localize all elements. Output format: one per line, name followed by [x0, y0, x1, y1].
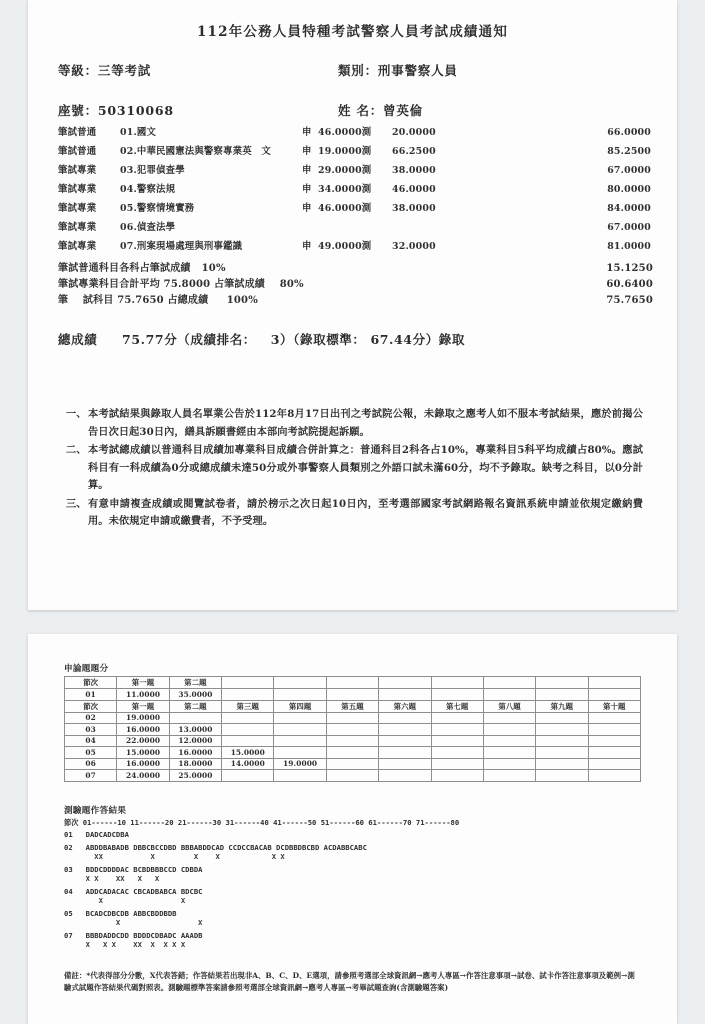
summary-value: 60.6400	[606, 279, 653, 290]
essay-row-cell	[483, 770, 535, 782]
essay-header-short-cell: 第二題	[169, 677, 221, 689]
subject-total: 85.2500	[607, 146, 651, 157]
note-number: 三、	[66, 497, 87, 510]
subject-name: 03.犯罪偵查學	[120, 165, 185, 176]
seat-number-label: 座號：50310068	[58, 103, 174, 118]
essay-row-cell	[431, 758, 483, 770]
notes-section	[28, 406, 677, 531]
essay-row-cell: 02	[65, 712, 117, 724]
essay-row-cell: 11.0000	[117, 689, 169, 701]
essay-header-short-cell	[588, 677, 640, 689]
essay-header-full-cell: 第一題	[117, 700, 169, 712]
subject-row	[58, 164, 653, 183]
essay-row-cell	[274, 747, 326, 759]
essay-header-short-cell	[536, 677, 588, 689]
essay-row-cell	[274, 712, 326, 724]
page-two-sheet	[28, 634, 677, 1024]
essay-row-cell: 16.0000	[117, 758, 169, 770]
subject-name: 05.警察情境實務	[120, 203, 195, 214]
essay-row-cell	[483, 712, 535, 724]
essay-header-short-cell: 第一題	[117, 677, 169, 689]
essay-header-full-cell: 第六題	[379, 700, 431, 712]
essay-row-cell	[326, 735, 378, 747]
essay-row-cell	[588, 770, 640, 782]
subject-score2: 32.0000	[392, 241, 436, 252]
subject-marker: 申	[302, 146, 312, 157]
subject-score1: 19.0000測	[318, 146, 372, 157]
subject-row	[58, 145, 653, 164]
essay-row-cell	[536, 689, 588, 701]
subject-total: 67.0000	[607, 165, 651, 176]
subject-marker: 申	[302, 203, 312, 214]
subject-total: 81.0000	[607, 241, 651, 252]
essay-row-cell: 15.0000	[222, 747, 274, 759]
essay-row-cell	[379, 735, 431, 747]
essay-score-table	[64, 676, 641, 782]
subject-category: 筆試專業	[58, 203, 97, 214]
subject-row	[58, 183, 653, 202]
essay-row-cell: 24.0000	[117, 770, 169, 782]
essay-header-short-cell	[431, 677, 483, 689]
essay-row-cell	[588, 758, 640, 770]
essay-row-cell: 14.0000	[222, 758, 274, 770]
essay-row-cell	[274, 770, 326, 782]
essay-row-cell: 07	[65, 770, 117, 782]
essay-row-cell	[379, 689, 431, 701]
essay-header-full-cell: 節次	[65, 700, 117, 712]
summary-row	[58, 277, 653, 293]
subject-category: 筆試普通	[58, 127, 97, 138]
subject-name: 07.刑案現場處理與刑事鑑識	[120, 241, 243, 252]
essay-header-full-cell: 第四題	[274, 700, 326, 712]
essay-row-cell: 16.0000	[117, 724, 169, 736]
mc-answer-line: 07 BBBDADDCDD BDDDCDBADC AAADB	[64, 930, 203, 940]
essay-row-cell	[588, 689, 640, 701]
subject-category: 筆試普通	[58, 146, 97, 157]
essay-row-cell	[588, 724, 640, 736]
mc-answer-group	[64, 931, 641, 950]
subject-score2: 46.0000	[392, 184, 436, 195]
subject-marker: 申	[302, 184, 312, 195]
essay-row-cell	[431, 724, 483, 736]
essay-row-cell	[536, 758, 588, 770]
summary-score-list	[28, 261, 677, 309]
essay-row-cell	[379, 712, 431, 724]
summary-value: 75.7650	[606, 295, 653, 306]
subject-total: 80.0000	[607, 184, 651, 195]
essay-row-cell	[274, 735, 326, 747]
essay-row-cell	[483, 724, 535, 736]
note-item	[66, 442, 643, 495]
subject-category: 筆試專業	[58, 165, 97, 176]
mc-answer-line: 02 ABDDBABADB DBBCBCCDBD BBBABDDCAD CCDCCBACAB DCDBBDBCBD ACDABBCABC	[64, 842, 367, 852]
subject-total: 84.0000	[607, 203, 651, 214]
essay-header-full	[65, 700, 641, 712]
essay-row-cell	[274, 689, 326, 701]
subject-name: 04.警察法規	[120, 184, 176, 195]
essay-row-cell: 25.0000	[169, 770, 221, 782]
grand-total-line: 總成績 75.77分（成績排名： 3）（錄取標準： 67.44分）錄取	[58, 332, 465, 347]
essay-row-cell	[431, 747, 483, 759]
subject-score-list	[28, 126, 677, 259]
essay-row-cell	[326, 747, 378, 759]
essay-row	[65, 689, 641, 701]
summary-value: 15.1250	[606, 263, 653, 274]
essay-header-full-cell: 第三題	[222, 700, 274, 712]
essay-row-cell: 22.0000	[117, 735, 169, 747]
essay-row-cell	[588, 747, 640, 759]
subject-score2: 38.0000	[392, 165, 436, 176]
mc-answer-group	[64, 909, 641, 928]
mc-wrong-marks-line: X X	[64, 918, 203, 927]
essay-row-cell: 18.0000	[169, 758, 221, 770]
mc-wrong-marks-line: XX X X X X X	[64, 852, 285, 861]
subject-row	[58, 240, 653, 259]
note-text: 本考試結果與錄取人員名單業公告於112年8月17日出刊之考試院公報，未錄取之應考人如不服本考試結果，應於前揭公告日次日起30日內，繕具訴願書經由本部向考試院提起訴願。	[88, 408, 643, 438]
essay-header-short-cell	[379, 677, 431, 689]
mc-wrong-marks-line: X X X XX X X X X	[64, 940, 186, 949]
essay-header-short-cell	[483, 677, 535, 689]
mc-answer-line: 05 BCADCDBCDB ABBCBDDBDB	[64, 908, 177, 918]
essay-row-cell	[379, 758, 431, 770]
subject-name: 02.中華民國憲法與警察專業英 文	[120, 146, 271, 157]
category-label: 類別：刑事警察人員	[338, 63, 458, 78]
essay-row-cell	[536, 735, 588, 747]
subject-score1: 34.0000測	[318, 184, 372, 195]
note-number: 二、	[66, 444, 87, 457]
essay-row-cell	[536, 747, 588, 759]
essay-header-full-cell: 第五題	[326, 700, 378, 712]
essay-header-full-cell: 第七題	[431, 700, 483, 712]
essay-row-cell	[536, 712, 588, 724]
essay-row-cell	[536, 724, 588, 736]
essay-row-cell: 16.0000	[169, 747, 221, 759]
subject-row	[58, 126, 653, 145]
subject-marker: 申	[302, 241, 312, 252]
essay-row-cell	[274, 724, 326, 736]
summary-row	[58, 261, 653, 277]
essay-row-cell	[379, 747, 431, 759]
mc-answer-group	[64, 830, 641, 840]
essay-row	[65, 770, 641, 782]
essay-row-cell	[326, 689, 378, 701]
essay-row-cell: 03	[65, 724, 117, 736]
essay-row	[65, 735, 641, 747]
subject-name: 01.國文	[120, 127, 157, 138]
subject-score2: 20.0000	[392, 127, 436, 138]
mc-answer-group	[64, 843, 641, 862]
subject-score2: 66.2500	[392, 146, 436, 157]
essay-row-cell	[431, 735, 483, 747]
essay-header-short-cell	[326, 677, 378, 689]
essay-row-cell	[483, 735, 535, 747]
grade-label: 等級：三等考試	[58, 63, 152, 78]
essay-row-cell	[222, 724, 274, 736]
candidate-identity-row	[28, 101, 677, 119]
essay-row-cell: 19.0000	[117, 712, 169, 724]
essay-row-cell	[326, 770, 378, 782]
essay-row-cell: 19.0000	[274, 758, 326, 770]
subject-category: 筆試專業	[58, 184, 97, 195]
subject-category: 筆試專業	[58, 241, 97, 252]
subject-total: 66.0000	[607, 127, 651, 138]
subject-marker: 申	[302, 127, 312, 138]
subject-row	[58, 202, 653, 221]
essay-row	[65, 758, 641, 770]
candidate-name-label: 姓 名：曾英倫	[338, 103, 423, 118]
essay-row-cell: 13.0000	[169, 724, 221, 736]
summary-row	[58, 293, 653, 309]
essay-header-full-cell: 第八題	[483, 700, 535, 712]
subject-score1: 29.0000測	[318, 165, 372, 176]
essay-row	[65, 747, 641, 759]
essay-row-cell	[431, 689, 483, 701]
essay-row-cell	[483, 747, 535, 759]
essay-row-cell	[536, 770, 588, 782]
footer-note: 備註：*代表得部分分數，X代表答錯；作答結果若出現非A、B、C、D、E選項，請參照考選部全球資訊網→應考人專區→作答注意事項→試卷、試卡作答注意事項及範例→測驗式試題作答結果代碼對照表。測驗題標準答案請參照考選部全球資訊網→應考人專區→考畢試題查詢(含測驗題答案)	[64, 970, 635, 993]
mc-answer-line: 04 ADDCADACAC CBCADBABCA BDCBC	[64, 886, 203, 896]
subject-category: 筆試專業	[58, 222, 97, 233]
essay-row-cell: 15.0000	[117, 747, 169, 759]
mc-scale-line: 節次 01------10 11------20 21------30 31------40 41------50 51------60 61------70 71------80	[64, 817, 460, 827]
essay-row-cell: 04	[65, 735, 117, 747]
essay-row-cell	[326, 712, 378, 724]
note-text: 有意申請複查成績或閱覽試卷者，請於榜示之次日起10日內，至考選部國家考試網路報名資訊系統申請並依規定繳納費用。未依規定申請或繳費者，不予受理。	[88, 497, 643, 528]
subject-marker: 申	[302, 165, 312, 176]
mc-answer-section	[64, 804, 641, 950]
essay-row-cell	[483, 758, 535, 770]
subject-name: 06.偵查法學	[120, 222, 176, 233]
essay-row-cell	[431, 712, 483, 724]
document-title: 112年公務人員特種考試警察人員考試成績通知	[196, 24, 509, 40]
essay-header-short	[65, 677, 641, 689]
essay-section-label: 申論題題分	[64, 664, 109, 674]
essay-row-cell: 12.0000	[169, 735, 221, 747]
subject-score1: 49.0000測	[318, 241, 372, 252]
note-item	[66, 496, 643, 531]
mc-section-label: 測驗題作答結果	[64, 805, 127, 816]
essay-row-cell	[169, 712, 221, 724]
essay-row-cell	[588, 735, 640, 747]
page-one-sheet	[28, 0, 677, 610]
mc-answer-group	[64, 865, 641, 884]
mc-answer-line: 01 DADCADCDBA	[64, 830, 129, 839]
essay-header-full-cell: 第九題	[536, 700, 588, 712]
essay-row-cell: 01	[65, 689, 117, 701]
essay-row-cell	[326, 724, 378, 736]
subject-score2: 38.0000	[392, 203, 436, 214]
essay-row-cell: 06	[65, 758, 117, 770]
note-item	[66, 406, 643, 441]
mc-answer-line: 03 BDDCDDDDAC BCBDBBBCCD CDBDA	[64, 864, 203, 874]
subject-score1: 46.0000測	[318, 127, 372, 138]
essay-row-cell: 35.0000	[169, 689, 221, 701]
exam-meta-row	[28, 61, 677, 79]
essay-row-cell	[379, 724, 431, 736]
essay-header-short-cell	[274, 677, 326, 689]
essay-row-cell: 05	[65, 747, 117, 759]
subject-total: 67.0000	[607, 222, 651, 233]
essay-row-cell	[222, 689, 274, 701]
essay-row	[65, 724, 641, 736]
essay-row-cell	[222, 770, 274, 782]
essay-row	[65, 712, 641, 724]
mc-wrong-marks-line: X X XX X X	[64, 874, 160, 883]
subject-row	[58, 221, 653, 240]
essay-row-cell	[588, 712, 640, 724]
note-number: 一、	[66, 408, 87, 420]
essay-row-cell	[379, 770, 431, 782]
mc-answer-group	[64, 887, 641, 906]
essay-header-full-cell: 第二題	[169, 700, 221, 712]
essay-row-cell	[326, 758, 378, 770]
subject-score1: 46.0000測	[318, 203, 372, 214]
essay-row-cell	[222, 712, 274, 724]
summary-label: 筆 試科目 75.7650 占總成績 100%	[58, 295, 258, 306]
mc-wrong-marks-line: X X	[64, 896, 186, 905]
essay-row-cell	[222, 735, 274, 747]
essay-header-short-cell: 節次	[65, 677, 117, 689]
summary-label: 筆試普通科目各科占筆試成績 10%	[58, 263, 226, 274]
summary-label: 筆試專業科目合計平均 75.8000 占筆試成績 80%	[58, 279, 304, 290]
essay-row-cell	[483, 689, 535, 701]
essay-header-short-cell	[222, 677, 274, 689]
note-text: 本考試總成績以普通科目成績加專業科目成績合併計算之：普通科目2科各占10%，專業科目5科平均成績占80%。應試科目有一科成績為0分或總成績未達50分或外事警察人員類別之外語口試未滿60分，均不予錄取。缺考之科目，以0分計算。	[88, 444, 643, 492]
essay-header-full-cell: 第十題	[588, 700, 640, 712]
essay-row-cell	[431, 770, 483, 782]
